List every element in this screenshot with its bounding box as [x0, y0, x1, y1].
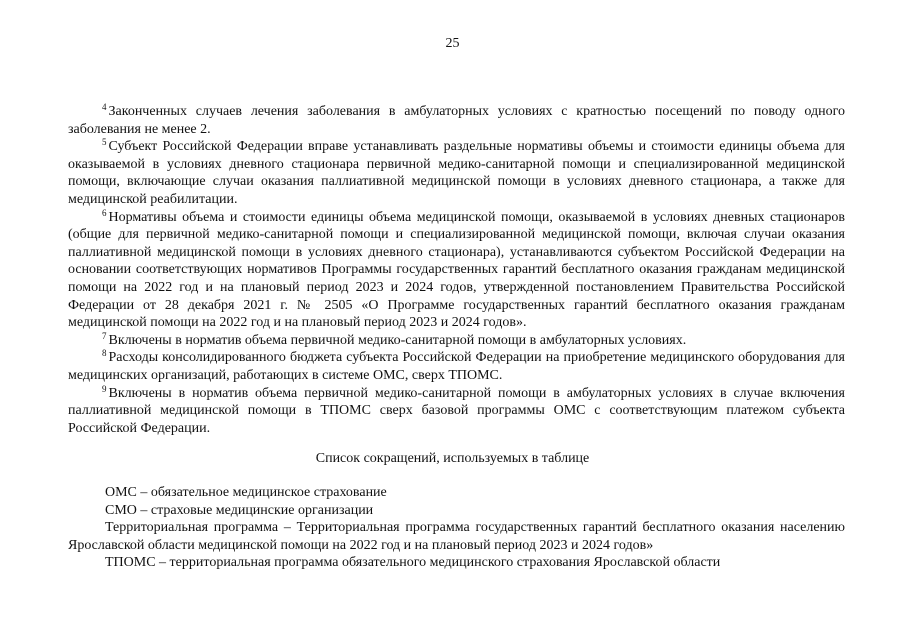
footnote-text: Включены в норматив объема первичной медико-санитарной помощи в амбулаторных условиях в случае включения паллиативной медицинской помощи в ТПОМС сверх базовой программы ОМС с соответствующим платежом субъекта Российской Федерации. [68, 385, 845, 436]
footnote-text: Расходы консолидированного бюджета субъекта Российской Федерации на приобретение медицинского оборудования для медицинских организаций, работающих в системе ОМС, сверх ТПОМС. [68, 350, 845, 383]
footnote-marker: 7 [102, 330, 107, 341]
footnote-4 [68, 103, 845, 138]
abbreviation-item: СМО – страховые медицинские организации [105, 502, 374, 518]
page-number: 25 [445, 36, 460, 51]
footnote-marker: 8 [102, 348, 107, 359]
footnote-5 [68, 138, 845, 208]
abbreviation-item: ТПОМС – территориальная программа обязательного медицинского страхования Ярославской области [105, 555, 721, 571]
footnote-text: Законченных случаев лечения заболевания в амбулаторных условиях с кратностью посещений по поводу одного заболевания не менее 2. [68, 104, 845, 137]
footnote-7 [68, 332, 845, 350]
abbreviation-item: Территориальная программа – Территориальная программа государственных гарантий бесплатного оказания населению Ярославской области медицинской помощи на 2022 год и на плановый период 2023 и 2024 годов» [68, 520, 845, 553]
footnote-marker: 5 [102, 137, 107, 148]
footnote-9 [68, 385, 845, 438]
footnote-8 [68, 349, 845, 384]
footnote-marker: 9 [102, 383, 107, 394]
footnote-marker: 6 [102, 207, 107, 218]
footnote-marker: 4 [102, 102, 107, 112]
footnote-text: Нормативы объема и стоимости единицы объема медицинской помощи, оказываемой в условиях дневных стационаров (общие для первичной медико-санитарной помощи и специализированной медицинской помощи, включая случаи оказания паллиативной медицинской помощи в условиях дневного стационара), устанавливаются субъектом Российской Федерации на основании соответствующих нормативов Программы государственных гарантий бесплатного оказания гражданам медицинской помощи на 2022 год и на плановый период 2023 и 2024 годов, утвержденной постановлением Правительства Российской Федерации от 28 декабря 2021 г. № 2505 «О Программе государственных гарантий бесплатного оказания гражданам медицинской помощи на 2022 год и на плановый период 2023 и 2024 годов». [68, 209, 845, 331]
abbreviation-item: ОМС – обязательное медицинское страхование [105, 485, 387, 500]
abbreviations-list [68, 484, 845, 572]
footnotes-block [68, 103, 845, 437]
abbreviations-heading: Список сокращений, используемых в таблице [315, 451, 590, 466]
footnote-text: Субъект Российской Федерации вправе устанавливать раздельные нормативы объемы и стоимости единицы объема для оказываемой в условиях дневного стационара первичной медико-санитарной помощи и специализированной медицинской помощи, включающие случаи оказания паллиативной медицинской помощи в условиях дневного стационара, а также для медицинской реабилитации. [68, 139, 845, 207]
footnote-text: Включены в норматив объема первичной медико-санитарной помощи в амбулаторных условиях. [108, 332, 687, 348]
footnote-6 [68, 209, 845, 332]
